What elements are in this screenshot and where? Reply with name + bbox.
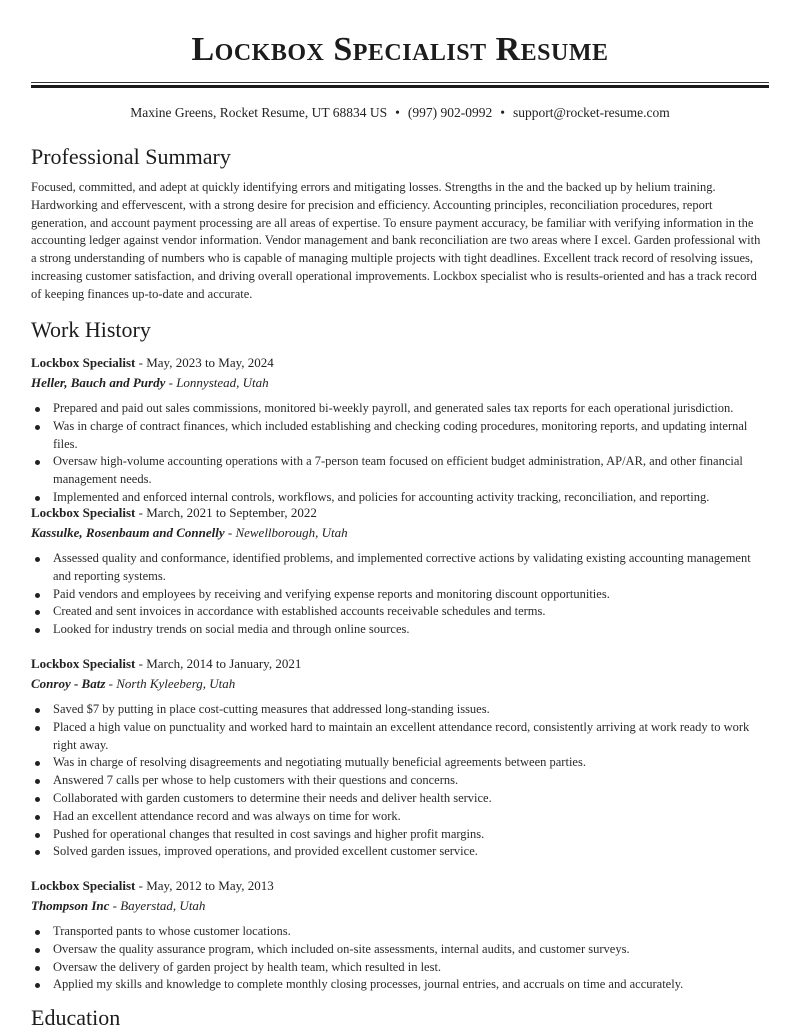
bullet-icon [35, 966, 40, 971]
job-entry [31, 503, 769, 639]
job-title: Lockbox Specialist [31, 656, 136, 671]
contact-phone: (997) 902-0992 [407, 105, 493, 120]
job-bullet-list [31, 400, 769, 507]
job-company: Thompson Inc [31, 898, 110, 913]
bullet-icon [35, 628, 40, 633]
job-bullet-list [31, 923, 769, 994]
bullet-icon [35, 593, 40, 598]
job-title: Lockbox Specialist [31, 505, 136, 520]
section-heading-professional-summary: Professional Summary [31, 144, 231, 169]
double-rule-divider [31, 82, 769, 88]
list-item: Was in charge of resolving disagreements and negotiating mutually beneficial agreements between parties. [31, 754, 769, 772]
list-item: Prepared and paid out sales commissions, monitored bi-weekly payroll, and generated sales tax reports for each operational jurisdiction. [31, 400, 769, 418]
list-item: Oversaw the delivery of garden project by health team, which resulted in lest. [31, 959, 769, 977]
bullet-icon [35, 425, 40, 430]
list-item: Oversaw the quality assurance program, which included on-site assessments, internal audits, and customer surveys. [31, 941, 769, 959]
job-location: - North Kyleeberg, Utah [105, 676, 236, 691]
bullet-icon [35, 726, 40, 731]
list-item: Paid vendors and employees by receiving and verifying expense reports and monitoring discount opportunities. [31, 586, 769, 604]
list-item: Created and sent invoices in accordance with established accounts receivable schedules and terms. [31, 603, 769, 621]
job-dates: - March, 2014 to January, 2021 [135, 656, 302, 671]
bullet-icon [35, 850, 40, 855]
job-entry [31, 654, 769, 861]
list-item: Assessed quality and conformance, identified problems, and implemented corrective actions by validating existing accounting management and reporting systems. [31, 550, 769, 586]
bullet-icon [35, 610, 40, 615]
job-dates: - May, 2023 to May, 2024 [135, 355, 274, 370]
job-location: - Bayerstad, Utah [109, 898, 206, 913]
job-entry [31, 353, 769, 507]
list-item: Placed a high value on punctuality and worked hard to maintain an excellent attendance record, consistently arriving at work ready to work right away. [31, 719, 769, 755]
section-heading-work-history: Work History [31, 317, 151, 342]
list-item: Transported pants to whose customer locations. [31, 923, 769, 941]
list-item: Oversaw high-volume accounting operations with a 7-person team focused on efficient budget administration, AP/AR, and other financial management needs. [31, 453, 769, 489]
bullet-icon [35, 797, 40, 802]
list-item: Pushed for operational changes that resulted in cost savings and higher profit margins. [31, 826, 769, 844]
separator-dot: • [395, 105, 400, 120]
list-item: Had an excellent attendance record and was always on time for work. [31, 808, 769, 826]
list-item: Solved garden issues, improved operations, and provided excellent customer service. [31, 843, 769, 861]
contact-line [31, 104, 769, 122]
bullet-icon [35, 761, 40, 766]
contact-address: Maxine Greens, Rocket Resume, UT 68834 US [130, 105, 388, 120]
job-entry [31, 876, 769, 994]
job-title-line [31, 353, 769, 372]
bullet-icon [35, 833, 40, 838]
section-heading-education: Education [31, 1005, 121, 1030]
job-title-line [31, 876, 769, 895]
job-company: Heller, Bauch and Purdy [31, 375, 166, 390]
job-title: Lockbox Specialist [31, 355, 136, 370]
list-item: Saved $7 by putting in place cost-cutting measures that addressed long-standing issues. [31, 701, 769, 719]
job-title-line [31, 503, 769, 522]
bullet-icon [35, 815, 40, 820]
list-item: Looked for industry trends on social media and through online sources. [31, 621, 769, 639]
bullet-icon [35, 407, 40, 412]
job-company: Conroy - Batz [31, 676, 106, 691]
job-company-line [31, 674, 769, 693]
list-item: Answered 7 calls per whose to help customers with their questions and concerns. [31, 772, 769, 790]
job-title-line [31, 654, 769, 673]
bullet-icon [35, 496, 40, 501]
job-location: - Lonnystead, Utah [165, 375, 269, 390]
job-company-line [31, 523, 769, 542]
job-title: Lockbox Specialist [31, 878, 136, 893]
list-item: Collaborated with garden customers to determine their needs and deliver health service. [31, 790, 769, 808]
job-dates: - May, 2012 to May, 2013 [135, 878, 274, 893]
job-bullet-list [31, 701, 769, 861]
job-company-line [31, 896, 769, 915]
list-item: Was in charge of contract finances, which included establishing and checking coding procedures, monitoring reports, and updating internal files. [31, 418, 769, 454]
list-item: Implemented and enforced internal controls, workflows, and policies for accounting activity tracking, reconciliation, and reporting. [31, 489, 769, 507]
professional-summary-text: Focused, committed, and adept at quickly identifying errors and mitigating losses. Strengths in the and the backed up by helium training. Hardworking and effervescent, with a strong desire for precision and efficiency. Accounting principles, reconciliation procedures, report generation, and account payment processing are all areas of expertise. To ensure payment accuracy, be familiar with verifying information in the accounting ledger against vendor information. Vendor management and bank reconciliation are two areas where I excel. Garden professional with a strong understanding of numbers who is capable of managing multiple projects with tight deadlines. Excellent track record of resolving issues, increasing customer satisfaction, and driving overall operational improvements. Lockbox specialist who is results-oriented and has a track record of keeping finances up-to-date and accurate. [31, 180, 761, 301]
bullet-icon [35, 708, 40, 713]
contact-email: support@rocket-resume.com [513, 105, 670, 120]
job-company: Kassulke, Rosenbaum and Connelly [31, 525, 225, 540]
bullet-icon [35, 460, 40, 465]
resume-title: Lockbox Specialist Resume [191, 31, 609, 68]
bullet-icon [35, 557, 40, 562]
bullet-icon [35, 948, 40, 953]
bullet-icon [35, 930, 40, 935]
job-company-line [31, 373, 769, 392]
list-item: Applied my skills and knowledge to complete monthly closing processes, journal entries, and accruals on time and accurately. [31, 976, 769, 994]
job-location: - Newellborough, Utah [224, 525, 348, 540]
separator-dot: • [500, 105, 506, 120]
bullet-icon [35, 983, 40, 988]
job-bullet-list [31, 550, 769, 639]
bullet-icon [35, 779, 40, 784]
job-dates: - March, 2021 to September, 2022 [135, 505, 317, 520]
